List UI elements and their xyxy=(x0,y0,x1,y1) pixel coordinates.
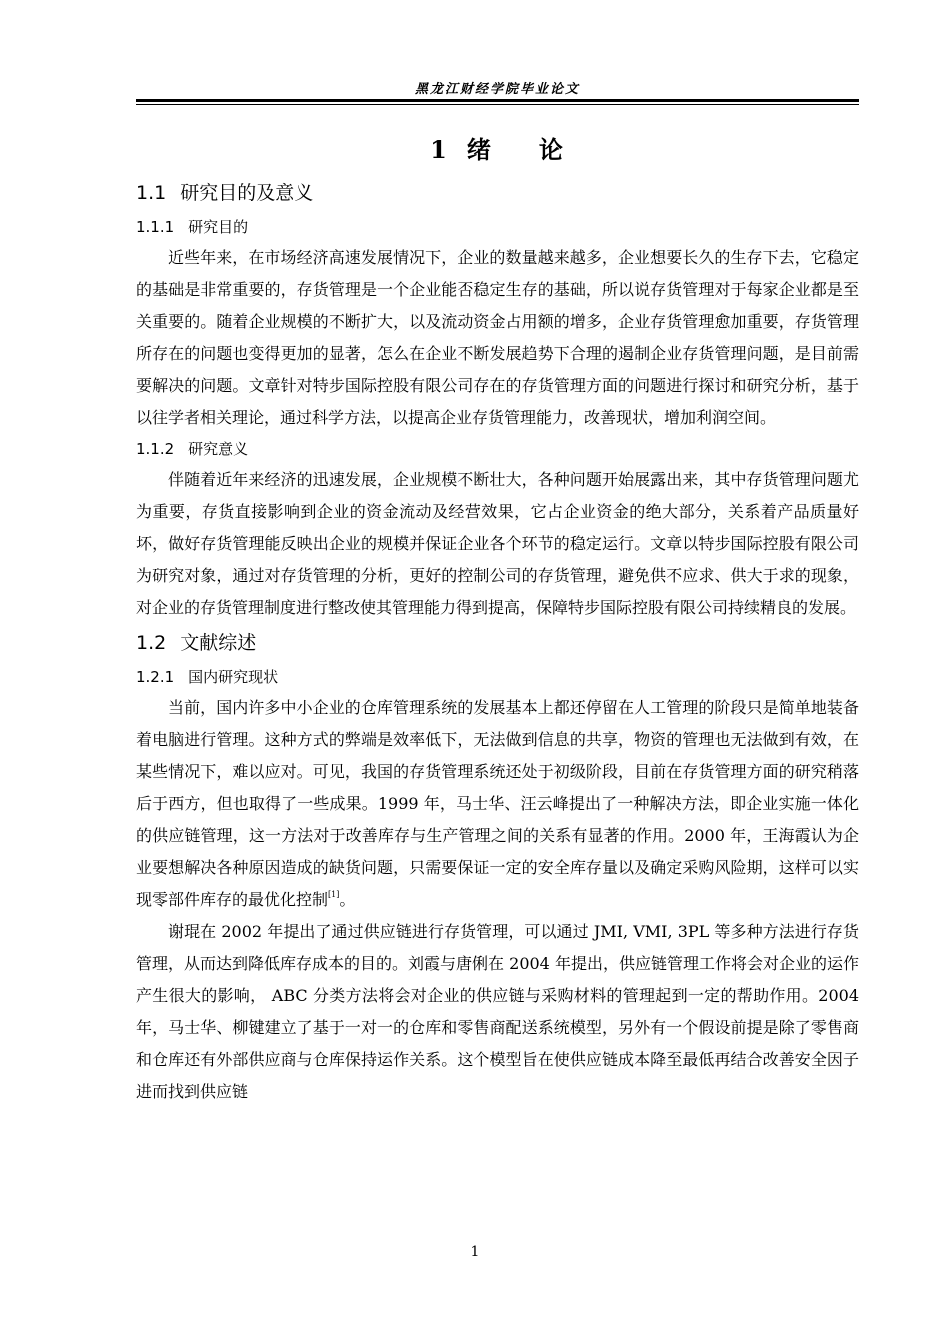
subsection-number: 1.1.2 xyxy=(136,440,175,458)
paragraph-tail: 。 xyxy=(339,890,356,909)
section-heading xyxy=(136,174,859,212)
body-paragraph: 伴随着近年来经济的迅速发展，企业规模不断壮大，各种问题开始展露出来，其中存货管理问题尤为重要，存货直接影响到企业的资金流动及经营效果，它占企业资金的绝大部分，关系着产品质量好坏，做好存货管理能反映出企业的规模并保证企业各个环节的稳定运行。文章以特步国际控股有限公司为研究对象，通过对存货管理的分析，更好的控制公司的存货管理，避免供不应求、供大于求的现象，对企业的存货管理制度进行整改使其管理能力得到提高，保障特步国际控股有限公司持续精良的发展。 xyxy=(136,470,859,617)
running-header: 黑龙江财经学院毕业论文 xyxy=(414,82,580,97)
subsection-number: 1.2.1 xyxy=(136,668,175,686)
body-paragraph xyxy=(136,692,859,916)
chapter-title-part2: 论 xyxy=(538,135,565,164)
header-rule-thick xyxy=(136,99,859,102)
section-number: 1.2 xyxy=(136,632,167,654)
chapter-number: 1 xyxy=(430,135,449,164)
page-body xyxy=(136,130,859,1108)
subsection-heading xyxy=(136,662,859,692)
body-paragraph: 谢琨在 2002 年提出了通过供应链进行存货管理，可以通过 JMI, VMI, 3PL 等多种方法进行存货管理，从而达到降低库存成本的目的。刘霞与唐俐在 2004 年提出，供应链管理工作将会对企业的运作产生很大的影响， ABC 分类方法将会对企业的供应链与采购材料的管理起到一定的帮助作用。2004 年，马士华、柳键建立了基于一对一的仓库和零售商配送系统模型，另外有一个假设前提是除了零售商和仓库还有外部供应商与仓库保持运作关系。这个模型旨在使供应链成本降至最低再结合改善安全因子进而找到供应链 xyxy=(136,922,859,1101)
subsection-heading xyxy=(136,212,859,242)
body-paragraph: 近些年来，在市场经济高速发展情况下，企业的数量越来越多，企业想要长久的生存下去，它稳定的基础是非常重要的，存货管理是一个企业能否稳定生存的基础，所以说存货管理对于每家企业都是至关重要的。随着企业规模的不断扩大，以及流动资金占用额的增多，企业存货管理愈加重要，存货管理所存在的问题也变得更加的显著，怎么在企业不断发展趋势下合理的遏制企业存货管理问题，是目前需要解决的问题。文章针对特步国际控股有限公司存在的存货管理方面的问题进行探讨和研究分析，基于以往学者相关理论，通过科学方法，以提高企业存货管理能力，改善现状，增加利润空间。 xyxy=(136,248,859,427)
subsection-title: 国内研究现状 xyxy=(188,668,279,686)
subsection-number: 1.1.1 xyxy=(136,218,175,236)
section-title: 文献综述 xyxy=(180,632,257,654)
section-heading xyxy=(136,624,859,662)
chapter-title xyxy=(136,130,859,174)
header-rule-thin xyxy=(136,104,859,105)
paragraph-text: 当前，国内许多中小企业的仓库管理系统的发展基本上都还停留在人工管理的阶段只是简单地装备着电脑进行管理。这种方式的弊端是效率低下，无法做到信息的共享，物资的管理也无法做到有效，在某些情况下，难以应对。可见，我国的存货管理系统还处于初级阶段，目前在存货管理方面的研究稍落后于西方，但也取得了一些成果。1999 年，马士华、汪云峰提出了一种解决方法，即企业实施一体化的供应链管理，这一方法对于改善库存与生产管理之间的关系有显著的作用。2000 年，王海霞认为企业要想解决各种原因造成的缺货问题，只需要保证一定的安全库存量以及确定采购风险期，这样可以实现零部件库存的最优化控制 xyxy=(136,698,859,909)
page-number: 1 xyxy=(470,1244,480,1260)
section-number: 1.1 xyxy=(136,182,167,204)
subsection-heading xyxy=(136,434,859,464)
chapter-title-part1: 绪 xyxy=(466,135,493,164)
subsection-title: 研究目的 xyxy=(188,218,249,236)
subsection-title: 研究意义 xyxy=(188,440,249,458)
citation-marker[interactable]: [1] xyxy=(328,890,340,899)
section-title: 研究目的及意义 xyxy=(180,182,314,204)
